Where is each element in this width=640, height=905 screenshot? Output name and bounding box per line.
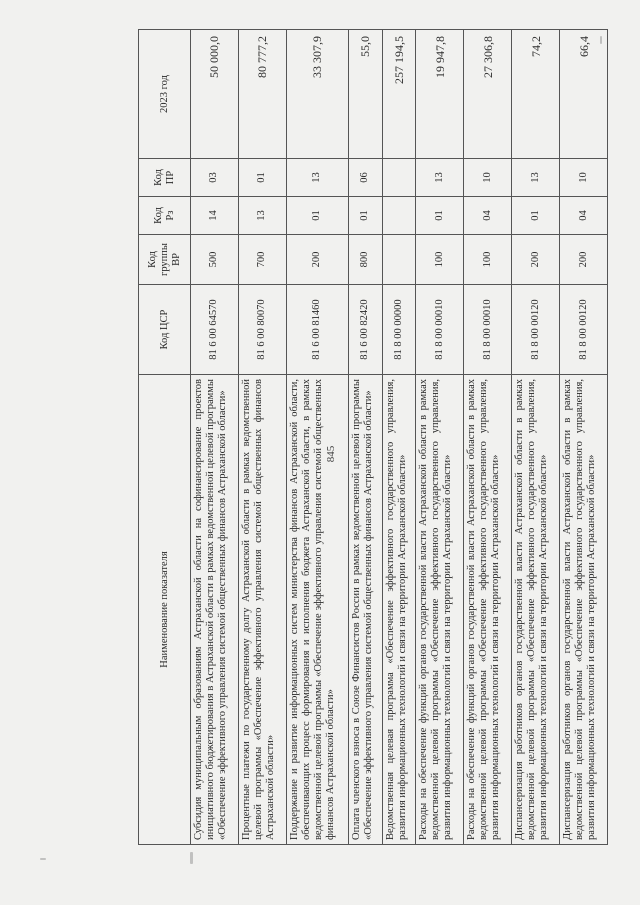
header-csr: Код ЦСР [139,285,191,375]
row-value: 257 194,5 [382,30,416,159]
row-name: Субсидия муниципальным образованиям Астраханской области на софинансирование проектов инициативного бюджетирования в Астраханской области в рамках ведомственной целевой программы «Обеспечение эффективного управления системой общественных финансов Астраханской области» [191,375,239,845]
row-pr: 13 [512,159,560,197]
row-pr: 03 [191,159,239,197]
row-rz [382,197,416,235]
row-rz: 04 [464,197,512,235]
header-vr: Код группы ВР [139,235,191,285]
row-csr: 81 8 00 00000 [382,285,416,375]
row-csr: 81 6 00 81460 [286,285,348,375]
header-name: Наименование показателя [139,375,191,845]
table-row [382,30,416,845]
scan-artifact [40,858,46,860]
row-rz: 04 [560,197,608,235]
row-csr: 81 8 00 00010 [416,285,464,375]
header-pr: Код ПР [139,159,191,197]
row-name: Оплата членского взноса в Союзе Финансистов России в рамках ведомственной целевой программы «Обеспечение эффективного управления системой общественных финансов Астраханской области» [348,375,382,845]
row-name: Процентные платежи по государственному долгу Астраханской области в рамках ведомственной целевой программы «Обеспечение эффективного управления системой общественных финансов Астраханской области» [238,375,286,845]
row-csr: 81 8 00 00120 [560,285,608,375]
row-value: 27 306,8 [464,30,512,159]
header-year: 2023 год [139,30,191,159]
row-csr: 81 6 00 64570 [191,285,239,375]
row-value: 66,4 [560,30,608,159]
table-header-row [139,30,191,845]
row-pr [382,159,416,197]
table-row [191,30,239,845]
table-row [512,30,560,845]
row-name: Диспансеризация работников органов государственной власти Астраханской области в рамках ведомственной целевой программы «Обеспечение эффективного государственного управления, развития информационных технологий и связи на территории Астраханской области» [512,375,560,845]
row-vr: 100 [464,235,512,285]
header-rz: Код Рз [139,197,191,235]
row-rz: 01 [286,197,348,235]
row-value: 33 307,9 [286,30,348,159]
row-vr: 100 [416,235,464,285]
rotated-page [138,30,608,845]
row-vr: 700 [238,235,286,285]
row-pr: 13 [416,159,464,197]
row-vr: 200 [286,235,348,285]
row-csr: 81 8 00 00120 [512,285,560,375]
row-value: 74,2 [512,30,560,159]
table-row [416,30,464,845]
table-row [348,30,382,845]
row-pr: 06 [348,159,382,197]
row-pr: 10 [464,159,512,197]
row-name: Поддержание и развитие информационных систем министерства финансов Астраханской области, обеспечивающих процесс формирования и исполнения бюджета Астраханской области, в рамках ведомственной целевой программы «Обеспечение эффективного управления системой общественных финансов Астраханской области» [286,375,348,845]
row-csr: 81 8 00 00010 [464,285,512,375]
row-name: Расходы на обеспечение функций органов государственной власти Астраханской области в рамках ведомственной целевой программы «Обеспечение эффективного государственного управления, развития информационных технологий и связи на территории Астраханской области» [464,375,512,845]
table-row [238,30,286,845]
table-row [286,30,348,845]
row-value: 19 947,8 [416,30,464,159]
row-csr: 81 6 00 80070 [238,285,286,375]
scan-artifact [600,36,602,44]
page-number: 845 [325,445,337,463]
row-pr: 01 [238,159,286,197]
row-rz: 01 [416,197,464,235]
row-rz: 01 [512,197,560,235]
row-name: Диспансеризация работников органов государственной власти Астраханской области в рамках ведомственной целевой программы «Обеспечение эффективного государственного управления, развития информационных технологий и связи на территории Астраханской области» [560,375,608,845]
row-vr: 200 [512,235,560,285]
row-name: Ведомственная целевая программа «Обеспечение эффективного государственного управления, развития информационных технологий и связи на территории Астраханской области» [382,375,416,845]
row-vr [382,235,416,285]
row-value: 80 777,2 [238,30,286,159]
row-rz: 13 [238,197,286,235]
row-vr: 500 [191,235,239,285]
row-value: 55,0 [348,30,382,159]
row-value: 50 000,0 [191,30,239,159]
row-pr: 13 [286,159,348,197]
scan-artifact [190,852,193,864]
budget-table [138,29,608,845]
table-body [191,30,608,845]
row-rz: 14 [191,197,239,235]
table-row [560,30,608,845]
row-name: Расходы на обеспечение функций органов государственной власти Астраханской области в рамках ведомственной целевой программы «Обеспечение эффективного государственного управления, развития информационных технологий и связи на территории Астраханской области» [416,375,464,845]
row-vr: 200 [560,235,608,285]
row-vr: 800 [348,235,382,285]
table-row [464,30,512,845]
row-pr: 10 [560,159,608,197]
row-csr: 81 6 00 82420 [348,285,382,375]
row-rz: 01 [348,197,382,235]
